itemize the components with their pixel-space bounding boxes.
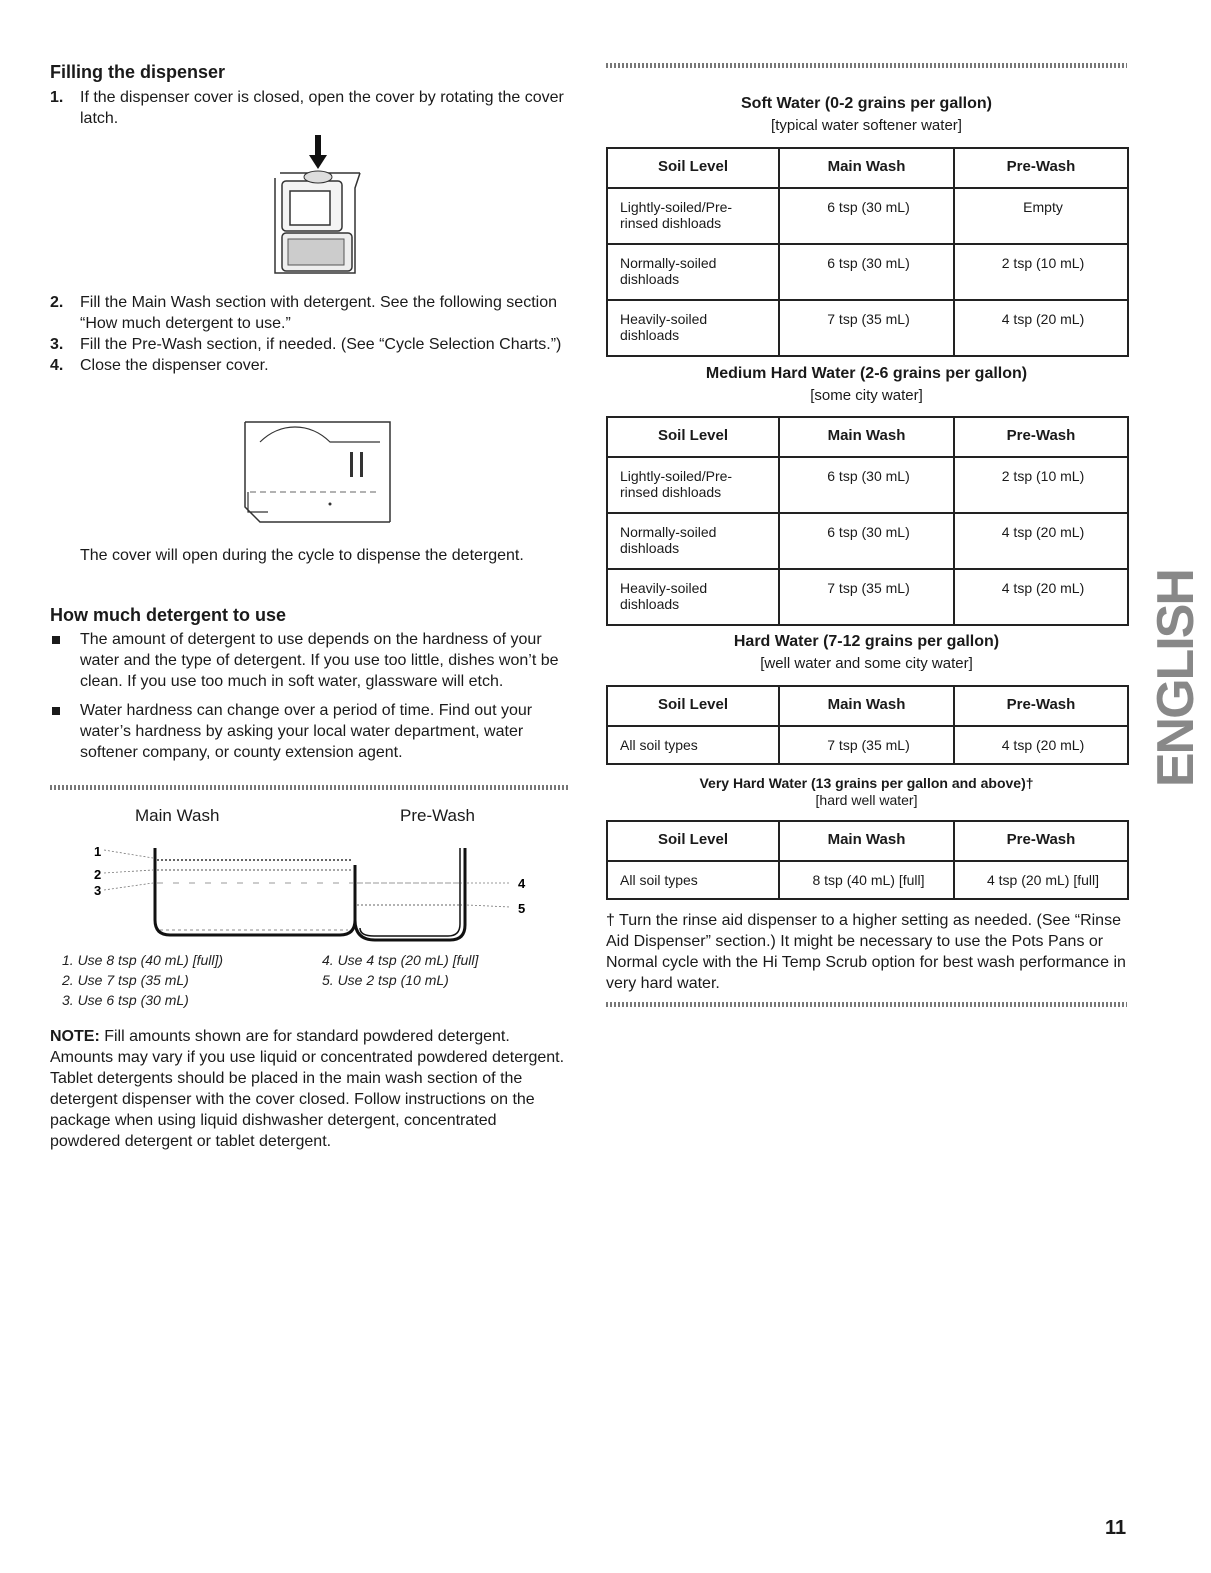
table-row xyxy=(607,726,1128,764)
very-hard-water-table xyxy=(606,820,1129,900)
very-hard-water-subtitle: [hard well water] xyxy=(815,792,918,808)
callout-4: 4 xyxy=(518,876,526,891)
cell-main-wash: 7 tsp (35 mL) xyxy=(779,726,954,764)
legend-item: 4. Use 4 tsp (20 mL) [full] xyxy=(322,952,479,968)
header-pre-wash: Pre-Wash xyxy=(954,417,1128,457)
table-row xyxy=(607,244,1128,300)
table-row xyxy=(607,513,1128,569)
medium-hard-water-table xyxy=(606,416,1129,626)
cell-main-wash: 6 tsp (30 mL) xyxy=(779,188,954,244)
table-row xyxy=(607,861,1128,899)
legend-item: 2. Use 7 tsp (35 mL) xyxy=(62,972,189,988)
dotted-divider-bottom xyxy=(606,1002,1127,1007)
step-text: Close the dispenser cover. xyxy=(80,357,269,374)
hard-water-subtitle: [well water and some city water] xyxy=(760,655,973,672)
header-soil-level: Soil Level xyxy=(607,417,779,457)
medium-hard-water-subtitle: [some city water] xyxy=(810,387,923,404)
bullet-text: The amount of detergent to use depends on the hardness of your water and the type of detergent. If you use too little, dishes won’t be clean. If you use too much in soft water, glassware will etch. xyxy=(80,631,559,690)
header-pre-wash: Pre-Wash xyxy=(954,148,1128,188)
cell-soil-level: All soil types xyxy=(607,861,779,899)
step-1 xyxy=(50,87,570,129)
page-number: 11 xyxy=(1105,1517,1127,1539)
step-text: If the dispenser cover is closed, open the cover by rotating the cover latch. xyxy=(80,89,564,127)
note-text: Fill amounts shown are for standard powdered detergent. Amounts may vary if you use liquid or concentrated powdered detergent. Tablet detergents should be placed in the main wash section of the detergent dispenser with the cover closed. Follow instructions on the package when using liquid dishwasher detergent, concentrated powdered detergent or tablet detergent. xyxy=(50,1028,565,1150)
legend-item: 1. Use 8 tsp (40 mL) [full]) xyxy=(62,952,224,968)
table-header-row xyxy=(607,148,1128,188)
cell-pre-wash: 4 tsp (20 mL) [full] xyxy=(954,861,1128,899)
cell-main-wash: 7 tsp (35 mL) xyxy=(779,300,954,356)
soft-water-title: Soft Water (0-2 grains per gallon) xyxy=(741,95,992,112)
bullet-item xyxy=(50,629,570,692)
cover-note: The cover will open during the cycle to dispense the detergent. xyxy=(80,547,524,564)
detergent-cup-diagram xyxy=(90,840,535,950)
steps-list-a xyxy=(50,87,570,129)
note-paragraph xyxy=(50,1026,570,1152)
header-main-wash: Main Wash xyxy=(779,148,954,188)
footnote: † Turn the rinse aid dispenser to a higher setting as needed. (See “Rinse Aid Dispenser” section.) It might be necessary to use the Pots Pans or Normal cycle with the Hi Temp Scrub option for best wash performance in very hard water. xyxy=(606,912,1126,992)
header-main-wash: Main Wash xyxy=(779,686,954,726)
bullet-list xyxy=(50,629,570,771)
callout-3: 3 xyxy=(94,883,102,898)
bullet-text: Water hardness can change over a period of time. Find out your water’s hardness by asking your local water department, water softener company, or county extension agent. xyxy=(80,702,533,761)
dotted-divider xyxy=(50,785,570,790)
cell-pre-wash: 2 tsp (10 mL) xyxy=(954,244,1128,300)
very-hard-water-title: Very Hard Water (13 grains per gallon and above)† xyxy=(699,775,1034,791)
step-2 xyxy=(50,292,570,334)
table-row xyxy=(607,300,1128,356)
dispenser-open-illustration xyxy=(260,133,372,283)
cell-soil-level: Normally-soiled dishloads xyxy=(607,513,779,569)
table-row xyxy=(607,457,1128,513)
header-soil-level: Soil Level xyxy=(607,821,779,861)
legend-item: 5. Use 2 tsp (10 mL) xyxy=(322,972,449,988)
cell-soil-level: Lightly-soiled/Pre-rinsed dishloads xyxy=(607,457,779,513)
diagram-legend-right xyxy=(322,950,572,990)
soft-water-table xyxy=(606,147,1129,357)
cell-pre-wash: 4 tsp (20 mL) xyxy=(954,569,1128,625)
main-wash-label: Main Wash xyxy=(135,806,220,825)
header-soil-level: Soil Level xyxy=(607,686,779,726)
table-header-row xyxy=(607,821,1128,861)
medium-hard-water-title: Medium Hard Water (2-6 grains per gallon) xyxy=(705,365,1028,382)
cell-main-wash: 6 tsp (30 mL) xyxy=(779,457,954,513)
dotted-divider-top xyxy=(606,63,1127,68)
dispenser-closed-illustration xyxy=(240,412,395,524)
callout-5: 5 xyxy=(518,901,526,916)
note-label: NOTE: xyxy=(50,1028,100,1045)
step-3 xyxy=(50,334,570,355)
cell-pre-wash: 4 tsp (20 mL) xyxy=(954,726,1128,764)
cell-main-wash: 6 tsp (30 mL) xyxy=(779,513,954,569)
how-much-heading: How much detergent to use xyxy=(50,605,287,625)
step-number: 4. xyxy=(50,357,64,374)
cell-main-wash: 8 tsp (40 mL) [full] xyxy=(779,861,954,899)
step-number: 2. xyxy=(50,294,64,311)
cell-main-wash: 7 tsp (35 mL) xyxy=(779,569,954,625)
step-text: Fill the Pre-Wash section, if needed. (See “Cycle Selection Charts.”) xyxy=(80,336,562,353)
header-main-wash: Main Wash xyxy=(779,417,954,457)
cell-soil-level: All soil types xyxy=(607,726,779,764)
header-soil-level: Soil Level xyxy=(607,148,779,188)
legend-item: 3. Use 6 tsp (30 mL) xyxy=(62,992,189,1008)
hard-water-table xyxy=(606,685,1129,765)
bullet-square-icon xyxy=(52,636,60,644)
step-number: 3. xyxy=(50,336,64,353)
cell-pre-wash: 4 tsp (20 mL) xyxy=(954,300,1128,356)
cell-soil-level: Heavily-soiled dishloads xyxy=(607,300,779,356)
table-row xyxy=(607,188,1128,244)
header-main-wash: Main Wash xyxy=(779,821,954,861)
cell-soil-level: Heavily-soiled dishloads xyxy=(607,569,779,625)
bullet-square-icon xyxy=(52,707,60,715)
table-row xyxy=(607,569,1128,625)
cell-pre-wash: 4 tsp (20 mL) xyxy=(954,513,1128,569)
table-header-row xyxy=(607,686,1128,726)
callout-2: 2 xyxy=(94,867,102,882)
step-text: Fill the Main Wash section with detergent. See the following section “How much detergent to use.” xyxy=(80,294,557,332)
cell-soil-level: Lightly-soiled/Pre-rinsed dishloads xyxy=(607,188,779,244)
diagram-legend-left xyxy=(62,950,312,1010)
step-4 xyxy=(50,355,570,376)
cell-soil-level: Normally-soiled dishloads xyxy=(607,244,779,300)
steps-list-b xyxy=(50,292,570,376)
soft-water-subtitle: [typical water softener water] xyxy=(771,117,962,134)
table-header-row xyxy=(607,417,1128,457)
pre-wash-label: Pre-Wash xyxy=(400,806,475,825)
hard-water-title: Hard Water (7-12 grains per gallon) xyxy=(733,633,1000,650)
filling-heading: Filling the dispenser xyxy=(50,62,226,82)
bullet-item xyxy=(50,700,570,763)
header-pre-wash: Pre-Wash xyxy=(954,821,1128,861)
step-number: 1. xyxy=(50,89,64,106)
cell-pre-wash: Empty xyxy=(954,188,1128,244)
callout-1: 1 xyxy=(94,844,102,859)
cell-pre-wash: 2 tsp (10 mL) xyxy=(954,457,1128,513)
header-pre-wash: Pre-Wash xyxy=(954,686,1128,726)
cell-main-wash: 6 tsp (30 mL) xyxy=(779,244,954,300)
english-side-tab: ENGLISH xyxy=(1147,570,1205,788)
